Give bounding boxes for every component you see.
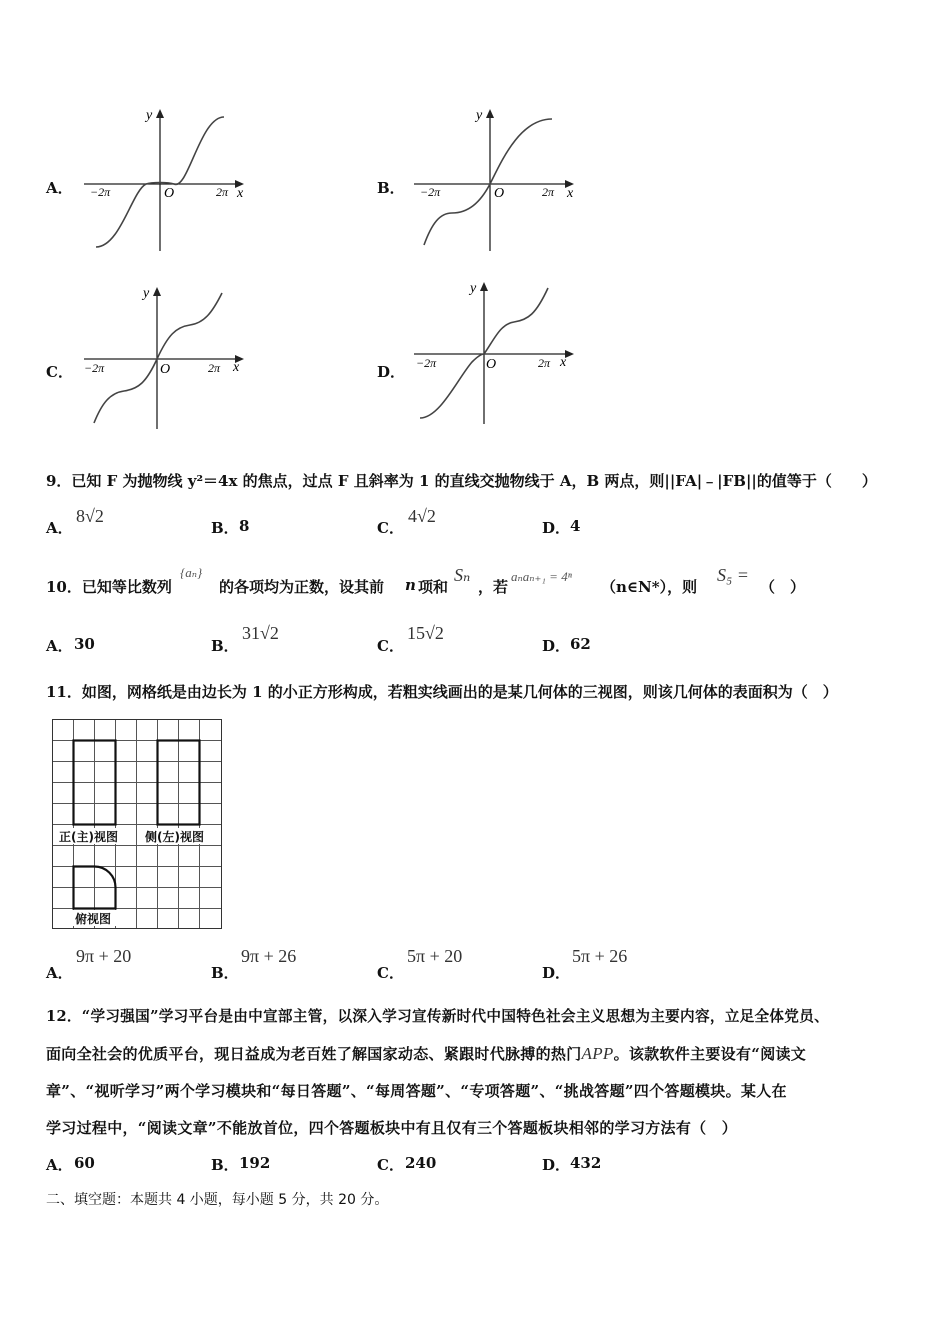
q10-mid2: 项和 bbox=[418, 578, 449, 596]
axis-x: x bbox=[233, 360, 240, 375]
graph-d bbox=[410, 278, 580, 428]
q12-stem bbox=[46, 998, 912, 1147]
q9-opt-d-letter: D． bbox=[542, 519, 571, 537]
q10-opt-d-letter: D． bbox=[542, 637, 571, 655]
q10-end: （ ） bbox=[760, 578, 806, 596]
q12-opt-a-letter: A． bbox=[46, 1156, 73, 1174]
graph-c bbox=[80, 283, 250, 433]
graph-c-label: C． bbox=[46, 363, 73, 381]
q11-opt-d-value: 5π + 26 bbox=[572, 946, 628, 966]
q10-mid3: ，若 bbox=[478, 578, 509, 596]
q9-opt-c-letter: C． bbox=[377, 519, 404, 537]
origin: O bbox=[164, 186, 175, 201]
top-view-label: 俯视图 bbox=[75, 912, 112, 926]
q12-line-4: 学习过程中，“阅读文章”不能放首位，四个答题板块中有且仅有三个答题板块相邻的学习方法有（ ） bbox=[46, 1119, 738, 1137]
tick-right: 2π bbox=[216, 185, 229, 199]
q10-opt-c-value: 15√2 bbox=[407, 623, 444, 643]
q11-opt-c-value: 5π + 20 bbox=[407, 946, 463, 966]
tick-left: −2π bbox=[90, 185, 111, 199]
q10-sn: Sₙ bbox=[454, 565, 471, 585]
q11-stem: 11．如图，网格纸是由边长为 1 的小正方形构成，若粗实线画出的是某几何体的三视图，则该几何体的表面积为（ ） bbox=[46, 683, 838, 701]
q10-opt-a-letter: A． bbox=[46, 637, 73, 655]
q11-opt-d-letter: D． bbox=[542, 964, 571, 982]
three-view-grid bbox=[52, 719, 222, 929]
q10-domain: （n∈N*），则 bbox=[601, 578, 698, 596]
origin: O bbox=[486, 357, 497, 372]
axis-x: x bbox=[560, 355, 567, 370]
axis-y: y bbox=[476, 108, 483, 123]
axis-y: y bbox=[146, 108, 153, 123]
q11-opt-b-letter: B． bbox=[211, 964, 239, 982]
graph-a-label: A． bbox=[46, 179, 73, 197]
q9-opt-b-value: 8 bbox=[239, 517, 250, 535]
q12-app: APP bbox=[581, 1044, 614, 1063]
front-view-label: 正(主)视图 bbox=[59, 830, 118, 844]
q12-line-2a: 面向全社会的优质平台，现日益成为老百姓了解国家动态、紧跟时代脉搏的热门 bbox=[46, 1045, 582, 1063]
q11-opt-a-value: 9π + 20 bbox=[76, 946, 132, 966]
origin: O bbox=[494, 186, 505, 201]
q9-opt-d-value: 4 bbox=[570, 517, 581, 535]
q10-prefix: 10．已知等比数列 bbox=[46, 578, 172, 596]
q12-line-2b: 。该款软件主要设有“阅读文 bbox=[613, 1045, 807, 1063]
axis-x: x bbox=[567, 186, 574, 201]
side-view-label: 侧(左)视图 bbox=[145, 830, 204, 844]
q12-line-2 bbox=[46, 1035, 912, 1073]
q9-opt-a-letter: A． bbox=[46, 519, 73, 537]
graph-d-label: D． bbox=[377, 363, 406, 381]
q12-line-1: 12．“学习强国”学习平台是由中宣部主管，以深入学习宣传新时代中国特色社会主义思想为主要内容，立足全体党员、 bbox=[46, 1008, 829, 1025]
q9-opt-b-letter: B． bbox=[211, 519, 239, 537]
q9-opt-c-value: 4√2 bbox=[408, 506, 436, 526]
axis-x: x bbox=[237, 186, 244, 201]
q10-opt-d-value: 62 bbox=[570, 635, 591, 653]
q12-opt-d-letter: D． bbox=[542, 1156, 571, 1174]
q12-opt-d-value: 432 bbox=[570, 1154, 602, 1172]
tick-right: 2π bbox=[208, 361, 221, 375]
section-2-heading: 二、填空题：本题共 4 小题，每小题 5 分，共 20 分。 bbox=[46, 1192, 389, 1208]
q10-n: n bbox=[405, 576, 416, 594]
q12-line-3: 章”、“视听学习”两个学习模块和“每日答题”、“每周答题”、“专项答题”、“挑战答题”四个答题模块。某人在 bbox=[46, 1082, 787, 1100]
q12-opt-b-value: 192 bbox=[239, 1154, 271, 1172]
q12-opt-b-letter: B． bbox=[211, 1156, 239, 1174]
q12-opt-a-value: 60 bbox=[74, 1154, 95, 1172]
q12-opt-c-letter: C． bbox=[377, 1156, 404, 1174]
q11-opt-c-letter: C． bbox=[377, 964, 404, 982]
tick-left: −2π bbox=[416, 356, 437, 370]
q9-stem: 9．已知 F 为抛物线 y²＝4x 的焦点，过点 F 且斜率为 1 的直线交抛物线于 A，B 两点，则||FA|﹣|FB||的值等于（ ） bbox=[46, 472, 877, 490]
axis-y: y bbox=[143, 286, 150, 301]
q10-opt-c-letter: C． bbox=[377, 637, 404, 655]
graph-b-label: B． bbox=[377, 179, 405, 197]
tick-left: −2π bbox=[84, 361, 105, 375]
graph-a bbox=[80, 105, 250, 255]
q10-opt-b-letter: B． bbox=[211, 637, 239, 655]
graph-b bbox=[410, 105, 580, 255]
q10-seq: {aₙ} bbox=[180, 565, 203, 580]
q12-opt-c-value: 240 bbox=[405, 1154, 437, 1172]
q11-opt-b-value: 9π + 26 bbox=[241, 946, 297, 966]
tick-right: 2π bbox=[542, 185, 555, 199]
q10-s5: S₅ = bbox=[717, 565, 749, 585]
q10-opt-a-value: 30 bbox=[74, 635, 95, 653]
origin: O bbox=[160, 362, 171, 377]
axis-y: y bbox=[470, 281, 477, 296]
q10-mid1: 的各项均为正数，设其前 bbox=[219, 578, 385, 596]
q10-opt-b-value: 31√2 bbox=[242, 623, 279, 643]
q10-cond: aₙaₙ₊₁ = 4ⁿ bbox=[511, 569, 572, 584]
tick-right: 2π bbox=[538, 356, 551, 370]
tick-left: −2π bbox=[420, 185, 441, 199]
q11-opt-a-letter: A． bbox=[46, 964, 73, 982]
q9-opt-a-value: 8√2 bbox=[76, 506, 104, 526]
